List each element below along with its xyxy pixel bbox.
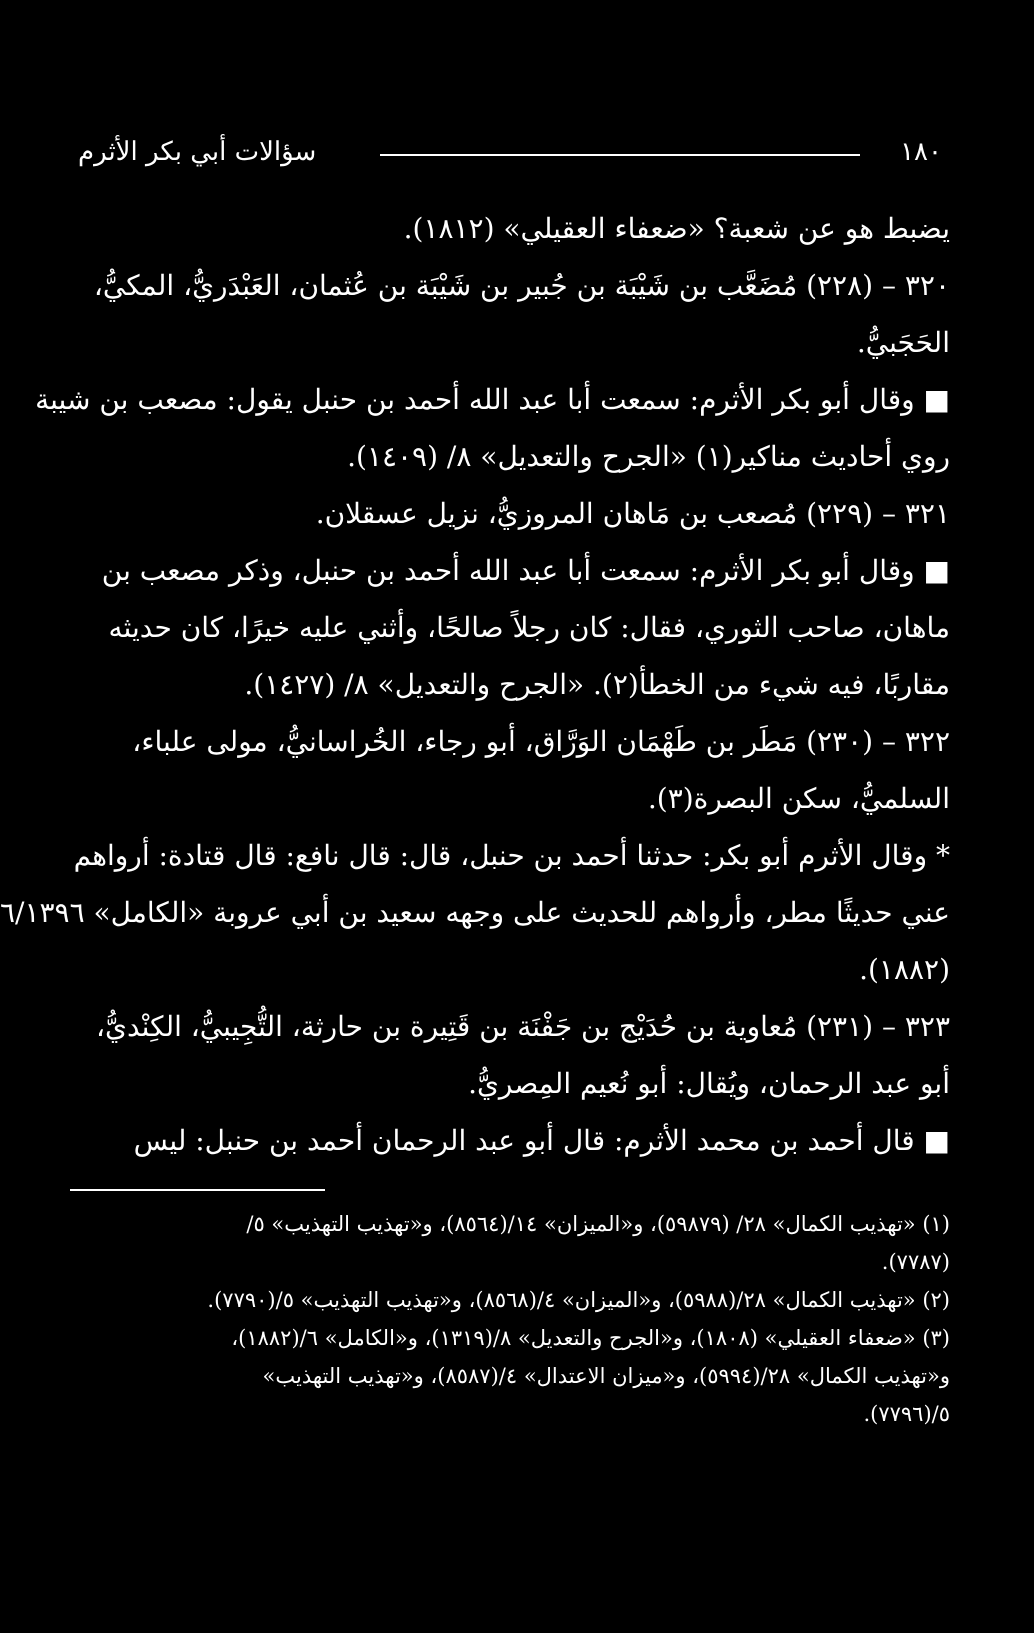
footnote-line: و«تهذيب الكمال» ٢٨/(٥٩٩٤)، و«ميزان الاعتدال» ٤/(٨٥٨٧)، و«تهذيب التهذيب» xyxy=(262,1364,950,1388)
text-line: مقاربًا، فيه شيء من الخطأ(٢). «الجرح والتعديل» ٨/ (١٤٢٧). xyxy=(244,668,950,701)
text-line: ■ وقال أبو بكر الأثرم: سمعت أبا عبد الله أحمد بن حنبل يقول: مصعب بن شيبة xyxy=(35,383,950,416)
text-line: ٣٢٠ – (٢٢٨) مُضَعَّب بن شَيْبَة بن جُبير بن شَيْبَة بن عُثمان، العَبْدَريُّ، المكيُّ، xyxy=(93,269,950,302)
text-line: روي أحاديث مناكير(١) «الجرح والتعديل» ٨/ (١٤٠٩). xyxy=(347,440,950,473)
text-line: ■ قال أحمد بن محمد الأثرم: قال أبو عبد الرحمان أحمد بن حنبل: ليس xyxy=(133,1124,950,1157)
page-number: ١٨٠ xyxy=(892,137,950,167)
footnote-line: ٥/(٧٧٩٦). xyxy=(863,1402,950,1426)
text-line: ٣٢٣ – (٢٣١) مُعاوية بن حُدَيْج بن جَفْنَة بن قَتِيرة بن حارثة، التُّجِيبيُّ، الكِنْديُّ، xyxy=(96,1010,950,1043)
footnote-line: (٣) «ضعفاء العقيلي» (١٨٠٨)، و«الجرح والتعديل» ٨/(١٣١٩)، و«الكامل» ٦/(١٨٨٢)، xyxy=(231,1326,950,1350)
book-page xyxy=(0,130,950,1433)
text-line: ٣٢١ – (٢٢٩) مُصعب بن مَاهان المروزيُّ، نزيل عسقلان. xyxy=(315,497,950,530)
text-line: (١٨٨٢). xyxy=(859,953,950,986)
footnote-line: (١) «تهذيب الكمال» ٢٨/ (٥٩٨٧٩)، و«الميزان» ١٤/(٨٥٦٤)، و«تهذيب التهذيب» ٥/ xyxy=(246,1212,950,1236)
footnote-rule xyxy=(70,1189,325,1191)
header-rule xyxy=(380,154,860,156)
running-title: سؤالات أبي بكر الأثرم xyxy=(70,137,324,167)
text-line: * وقال الأثرم أبو بكر: حدثنا أحمد بن حنبل، قال: قال نافع: قال قتادة: أرواهم xyxy=(73,839,950,872)
text-line: السلميُّ، سكن البصرة(٣). xyxy=(647,782,950,815)
text-line: ■ وقال أبو بكر الأثرم: سمعت أبا عبد الله أحمد بن حنبل، وذكر مصعب بن xyxy=(101,554,950,587)
text-line: يضبط هو عن شعبة؟ «ضعفاء العقيلي» (١٨١٢). xyxy=(403,212,950,245)
main-text xyxy=(0,200,950,1169)
text-line: ٣٢٢ – (٢٣٠) مَطَر بن طَهْمَان الوَرَّاق، أبو رجاء، الخُراسانيُّ، مولى علباء، xyxy=(132,725,950,758)
footnote-line: (٢) «تهذيب الكمال» ٢٨/(٥٩٨٨)، و«الميزان» ٤/(٨٥٦٨)، و«تهذيب التهذيب» ٥/(٧٧٩٠). xyxy=(207,1288,950,1312)
text-line: الحَجَبيُّ. xyxy=(856,326,950,359)
footnotes xyxy=(70,1205,950,1433)
text-line: عني حديثًا مطر، وأرواهم للحديث على وجهه سعيد بن أبي عروبة «الكامل» ٦/١٣٩٦ xyxy=(0,896,950,929)
text-line: ماهان، صاحب الثوري، فقال: كان رجلاً صالحًا، وأثني عليه خيرًا، كان حديثه xyxy=(108,611,950,644)
footnote-line: (٧٧٨٧). xyxy=(881,1250,950,1274)
text-line: أبو عبد الرحمان، ويُقال: أبو نُعيم المِصريُّ. xyxy=(468,1067,950,1100)
page-header xyxy=(70,130,950,174)
footnote-separator xyxy=(70,1189,950,1191)
